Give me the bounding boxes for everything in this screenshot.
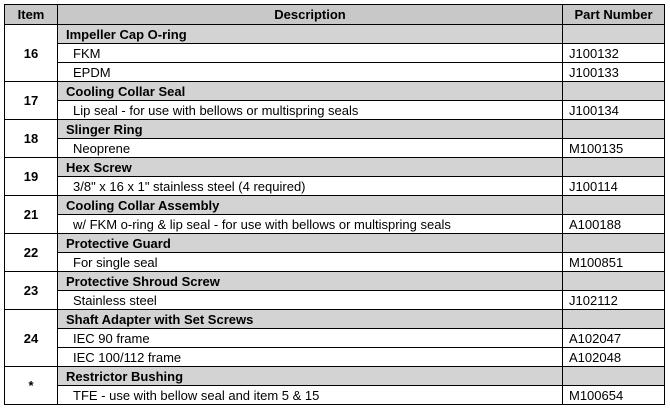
- part-row: [5, 177, 665, 196]
- part-number-empty: [563, 367, 665, 386]
- part-description: IEC 100/112 frame: [58, 348, 563, 367]
- item-number: 17: [5, 82, 58, 120]
- part-description: Neoprene: [58, 139, 563, 158]
- part-row: [5, 63, 665, 82]
- item-number: 18: [5, 120, 58, 158]
- header-row: [5, 5, 665, 25]
- group-title-row: [5, 158, 665, 177]
- part-number-empty: [563, 25, 665, 44]
- item-number: 21: [5, 196, 58, 234]
- part-number: J100132: [563, 44, 665, 63]
- part-description: w/ FKM o-ring & lip seal - for use with bellows or multispring seals: [58, 215, 563, 234]
- part-number: M100135: [563, 139, 665, 158]
- part-number: M100654: [563, 386, 665, 405]
- part-number: A100188: [563, 215, 665, 234]
- part-number-empty: [563, 196, 665, 215]
- part-row: [5, 291, 665, 310]
- component-title: Hex Screw: [58, 158, 563, 177]
- part-description: TFE - use with bellow seal and item 5 & 15: [58, 386, 563, 405]
- item-header: Item: [5, 5, 58, 25]
- part-number: M100851: [563, 253, 665, 272]
- part-row: [5, 215, 665, 234]
- part-number-header: Part Number: [563, 5, 665, 25]
- part-number: J100133: [563, 63, 665, 82]
- group-title-row: [5, 367, 665, 386]
- item-number: 16: [5, 25, 58, 82]
- part-row: [5, 101, 665, 120]
- part-number: A102047: [563, 329, 665, 348]
- part-description: Lip seal - for use with bellows or multispring seals: [58, 101, 563, 120]
- parts-body: [5, 25, 665, 405]
- component-title: Cooling Collar Assembly: [58, 196, 563, 215]
- part-row: [5, 139, 665, 158]
- part-description: IEC 90 frame: [58, 329, 563, 348]
- component-title: Protective Guard: [58, 234, 563, 253]
- group-title-row: [5, 310, 665, 329]
- part-row: [5, 44, 665, 63]
- part-number-empty: [563, 120, 665, 139]
- part-number: A102048: [563, 348, 665, 367]
- group-title-row: [5, 272, 665, 291]
- part-number-empty: [563, 310, 665, 329]
- group-title-row: [5, 82, 665, 101]
- group-title-row: [5, 196, 665, 215]
- item-number: 19: [5, 158, 58, 196]
- part-row: [5, 253, 665, 272]
- component-title: Restrictor Bushing: [58, 367, 563, 386]
- item-number: 24: [5, 310, 58, 367]
- description-header: Description: [58, 5, 563, 25]
- group-title-row: [5, 234, 665, 253]
- component-title: Shaft Adapter with Set Screws: [58, 310, 563, 329]
- part-description: Stainless steel: [58, 291, 563, 310]
- component-title: Impeller Cap O-ring: [58, 25, 563, 44]
- parts-table: [4, 4, 665, 405]
- component-title: Cooling Collar Seal: [58, 82, 563, 101]
- part-number: J102112: [563, 291, 665, 310]
- part-number: J100134: [563, 101, 665, 120]
- group-title-row: [5, 120, 665, 139]
- item-number: 23: [5, 272, 58, 310]
- part-number-empty: [563, 82, 665, 101]
- part-number: J100114: [563, 177, 665, 196]
- part-row: [5, 348, 665, 367]
- part-number-empty: [563, 158, 665, 177]
- part-row: [5, 386, 665, 405]
- part-description: FKM: [58, 44, 563, 63]
- part-description: EPDM: [58, 63, 563, 82]
- part-number-empty: [563, 272, 665, 291]
- group-title-row: [5, 25, 665, 44]
- part-number-empty: [563, 234, 665, 253]
- part-description: For single seal: [58, 253, 563, 272]
- part-row: [5, 329, 665, 348]
- component-title: Protective Shroud Screw: [58, 272, 563, 291]
- item-number: *: [5, 367, 58, 405]
- item-number: 22: [5, 234, 58, 272]
- part-description: 3/8" x 16 x 1" stainless steel (4 required): [58, 177, 563, 196]
- component-title: Slinger Ring: [58, 120, 563, 139]
